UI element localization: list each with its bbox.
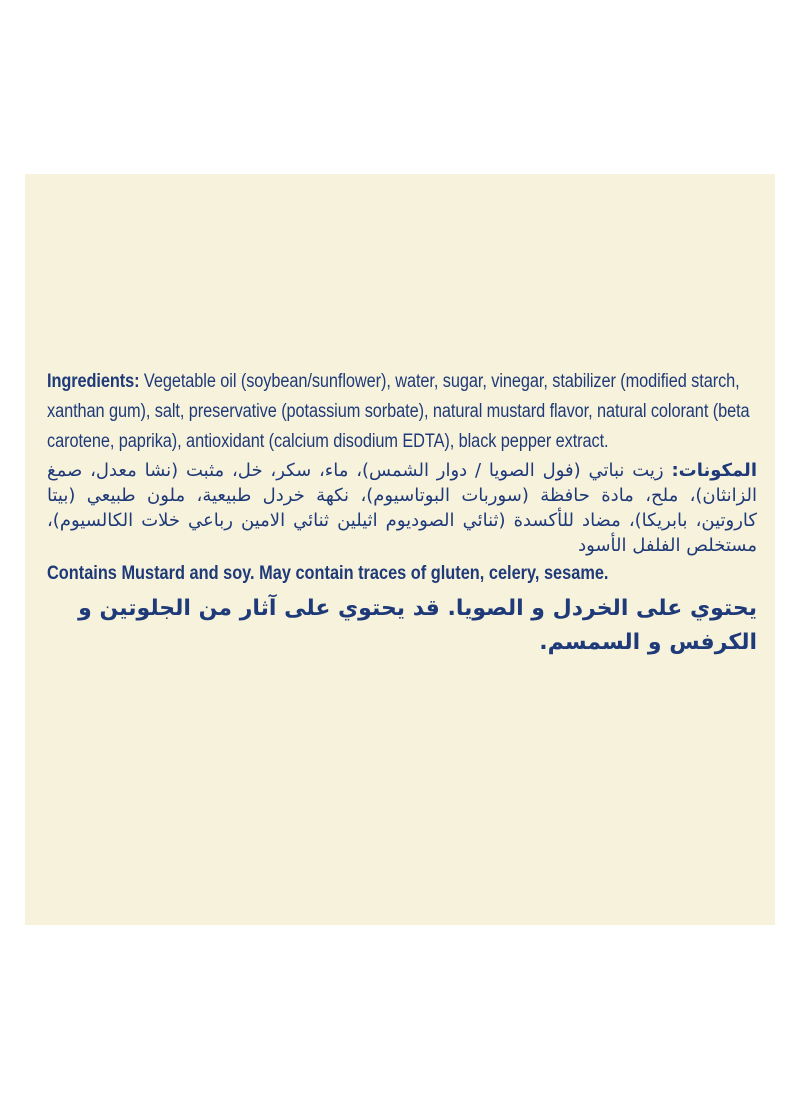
ingredients-english-label: Ingredients: bbox=[47, 371, 140, 392]
allergen-arabic: يحتوي على الخردل و الصويا. قد يحتوي على آثار من الجلوتين و الكرفس و السمسم. bbox=[78, 596, 757, 655]
ingredients-arabic-label: المكونات: bbox=[671, 460, 757, 481]
ingredients-english-text: Vegetable oil (soybean/sunflower), water, sugar, vinegar, stabilizer (modified starch, xanthan gum), salt, preservative (potassium sorbate), natural mustard flavor, natural colorant (beta carotene, paprika), antioxidant (calcium disodium EDTA), black pepper extract. bbox=[47, 371, 750, 452]
ingredients-arabic bbox=[47, 458, 757, 558]
ingredients-english bbox=[47, 367, 757, 457]
ingredients-content bbox=[47, 367, 757, 660]
allergen-english: Contains Mustard and soy. May contain traces of gluten, celery, sesame. bbox=[47, 563, 609, 584]
ingredients-arabic-text: زيت نباتي (فول الصويا / دوار الشمس)، ماء، سكر، خل، مثبت (نشا معدل، صمغ الزانثان)، ملح، مادة حافظة (سوربات البوتاسيوم)، نكهة خردل طبيعية، ملون طبيعي (بيتا كاروتين، بابريكا)، مضاد للأكسدة (ثنائي الصوديوم اثيلين ثنائي الامين رباعي خلات الكالسيوم)، مستخلص الفلفل الأسود bbox=[47, 460, 757, 556]
